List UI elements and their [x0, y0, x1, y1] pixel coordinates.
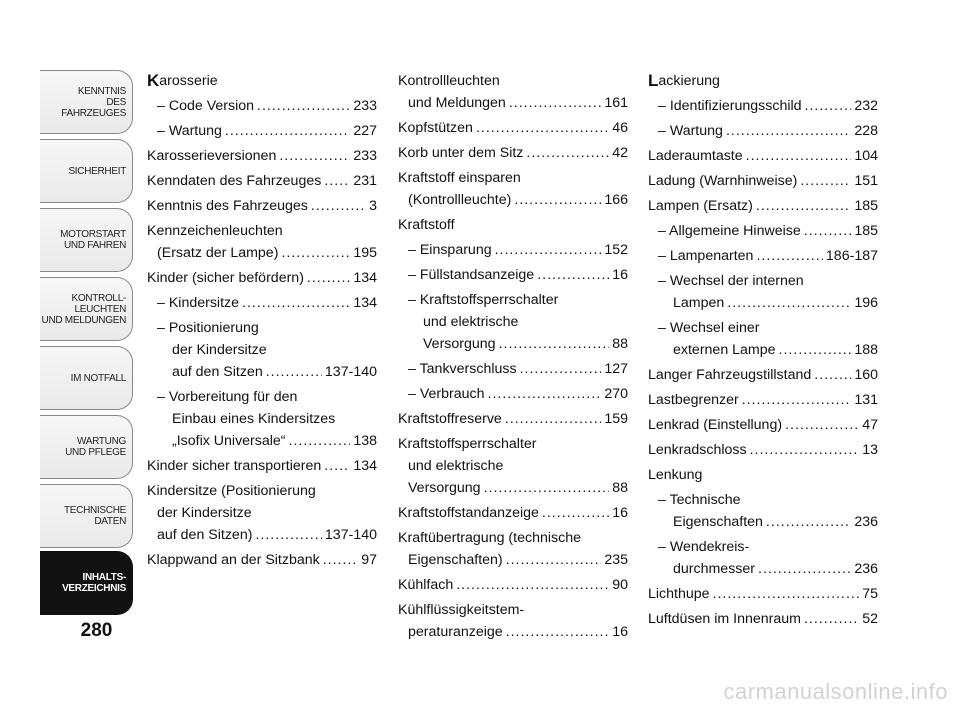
- leader-dots: [311, 195, 366, 217]
- initial-letter: L: [648, 71, 659, 90]
- entry-page: 152: [604, 242, 628, 258]
- index-entry[interactable]: [648, 364, 878, 386]
- entry-text: – Wartung: [157, 123, 222, 139]
- index-entry[interactable]: [648, 583, 878, 605]
- leader-dots: [814, 364, 851, 386]
- tab-technische-daten[interactable]: [40, 484, 133, 548]
- leader-dots: [323, 549, 358, 571]
- leader-dots: [800, 170, 851, 192]
- index-entry[interactable]: [147, 145, 377, 167]
- entry-text: Kraftstoffreserve: [398, 411, 502, 427]
- leader-dots: [537, 264, 609, 286]
- leader-dots: [742, 389, 852, 411]
- index-column-3: [648, 70, 878, 633]
- tab-label: KONTROLL- LEUCHTEN UND MELDUNGEN: [41, 292, 126, 326]
- entry-text: Luftdüsen im Innenraum: [648, 611, 802, 627]
- entry-text: – Wendekreis-: [658, 539, 750, 555]
- entry-text: – Technische: [658, 492, 741, 508]
- entry-page: 233: [353, 98, 377, 114]
- entry-text: Kinder (sicher befördern): [147, 270, 304, 286]
- index-entry[interactable]: [398, 239, 628, 261]
- leader-dots: [514, 189, 601, 211]
- page-number: 280: [80, 620, 113, 641]
- entry-text: – Kraftstoffsperrschalter: [408, 292, 559, 308]
- entry-text-cont: der Kindersitze: [172, 342, 267, 358]
- index-entry[interactable]: [147, 195, 377, 217]
- index-entry[interactable]: [398, 599, 628, 643]
- initial-letter: K: [147, 71, 160, 90]
- index-entry[interactable]: [147, 170, 377, 192]
- leader-dots: [506, 621, 610, 643]
- leader-dots: [726, 120, 851, 142]
- entry-text: Lenkung: [648, 467, 703, 483]
- entry-page: 270: [604, 386, 628, 402]
- entry-text: Lastbegrenzer: [648, 392, 739, 408]
- entry-text: Kraftstoffstandanzeige: [398, 505, 539, 521]
- index-entry[interactable]: [398, 264, 628, 286]
- entry-text: Lampen (Ersatz): [648, 198, 753, 214]
- entry-text: – Positionierung: [157, 320, 259, 336]
- index-heading: [398, 214, 628, 236]
- entry-text: Kühlfach: [398, 577, 454, 593]
- entry-text: – Vorbereitung für den: [157, 389, 298, 405]
- leader-dots: [476, 117, 609, 139]
- entry-text-cont: (Kontrollleuchte): [408, 192, 512, 208]
- entry-text: Kraftstoffsperrschalter: [398, 436, 537, 452]
- leader-dots: [750, 439, 860, 461]
- index-entry[interactable]: [398, 358, 628, 380]
- entry-page: 166: [604, 192, 628, 208]
- entry-text-cont: durchmesser: [673, 561, 756, 577]
- entry-text: – Allgemeine Hinweise: [658, 223, 801, 239]
- index-entry[interactable]: [398, 70, 628, 114]
- leader-dots: [758, 558, 851, 580]
- index-entry[interactable]: [648, 95, 878, 117]
- entry-page: 160: [854, 367, 878, 383]
- index-entry[interactable]: [147, 480, 377, 546]
- entry-page: 138: [353, 433, 377, 449]
- index-entry[interactable]: [648, 245, 878, 267]
- entry-page: 46: [612, 120, 628, 136]
- tab-sicherheit[interactable]: [40, 139, 133, 203]
- entry-text-cont: externen Lampe: [673, 342, 776, 358]
- entry-text-cont: „Isofix Universale“: [172, 433, 286, 449]
- entry-page: 97: [361, 552, 377, 568]
- entry-page: 188: [854, 342, 878, 358]
- leader-dots: [307, 267, 350, 289]
- tab-label: MOTORSTART UND FAHREN: [60, 229, 126, 251]
- index-column-1: [147, 70, 377, 574]
- entry-page: 16: [612, 505, 628, 521]
- entry-text-cont: auf den Sitzen: [172, 364, 263, 380]
- tab-label: WARTUNG UND PFLEGE: [65, 436, 126, 458]
- index-entry[interactable]: [398, 502, 628, 524]
- leader-dots: [805, 95, 852, 117]
- entry-text: Kopfstützen: [398, 120, 473, 136]
- entry-page: 231: [353, 173, 377, 189]
- leader-dots: [804, 220, 852, 242]
- leader-dots: [289, 430, 351, 452]
- entry-text-cont: Lampen: [673, 295, 725, 311]
- heading-text: arosserie: [159, 73, 218, 89]
- index-entry[interactable]: [147, 386, 377, 452]
- leader-dots: [324, 455, 350, 477]
- leader-dots: [495, 239, 602, 261]
- tab-wartung-und-pflege[interactable]: [40, 415, 133, 479]
- entry-page: 185: [854, 223, 878, 239]
- index-entry[interactable]: [147, 317, 377, 383]
- index-entry[interactable]: [147, 267, 377, 289]
- index-entry[interactable]: [648, 145, 878, 167]
- leader-dots: [727, 292, 851, 314]
- leader-dots: [804, 608, 859, 630]
- leader-dots: [756, 195, 851, 217]
- entry-text: Ladung (Warnhinweise): [648, 173, 798, 189]
- entry-page: 131: [854, 392, 878, 408]
- index-entry[interactable]: [398, 433, 628, 499]
- index-entry[interactable]: [648, 317, 878, 361]
- index-entry[interactable]: [398, 117, 628, 139]
- leader-dots: [281, 242, 350, 264]
- index-heading: [648, 464, 878, 486]
- entry-page: 16: [612, 624, 628, 640]
- entry-page: 88: [612, 336, 628, 352]
- entry-text: Kraftstoff einsparen: [398, 170, 521, 186]
- entry-page: 127: [604, 361, 628, 377]
- entry-page: 235: [604, 552, 628, 568]
- entry-text-cont: Versorgung: [423, 336, 496, 352]
- entry-text: – Kindersitze: [157, 295, 240, 311]
- leader-dots: [499, 333, 610, 355]
- entry-page: 159: [604, 411, 628, 427]
- leader-dots: [746, 145, 852, 167]
- entry-text-cont: Eigenschaften): [408, 552, 503, 568]
- entry-text: Langer Fahrzeugstillstand: [648, 367, 812, 383]
- heading-text: ackierung: [658, 73, 720, 89]
- entry-page: 186-187: [825, 248, 878, 264]
- leader-dots: [713, 583, 860, 605]
- entry-text: – Füllstandsanzeige: [408, 267, 535, 283]
- entry-text: Kühlflüssigkeitstem-: [398, 602, 525, 618]
- entry-page: 75: [862, 586, 878, 602]
- entry-text: Kenntnis des Fahrzeuges: [147, 198, 308, 214]
- entry-text: – Verbrauch: [408, 386, 485, 402]
- leader-dots: [255, 524, 321, 546]
- tab-label: KENNTNIS DES FAHRZEUGES: [61, 85, 126, 119]
- index-entry[interactable]: [648, 270, 878, 314]
- entry-text: Lenkrad (Einstellung): [648, 417, 783, 433]
- index-entry[interactable]: [648, 170, 878, 192]
- index-entry[interactable]: [147, 549, 377, 571]
- entry-text-cont: der Kindersitze: [157, 505, 252, 521]
- leader-dots: [488, 383, 602, 405]
- entry-text: Lenkradschloss: [648, 442, 747, 458]
- entry-page: 161: [604, 95, 628, 111]
- tab-label: IM NOTFALL: [70, 372, 126, 384]
- leader-dots: [484, 477, 610, 499]
- entry-page: 195: [353, 245, 377, 261]
- entry-page: 137-140: [324, 364, 377, 380]
- entry-page: 104: [854, 148, 878, 164]
- entry-text: – Code Version: [157, 98, 255, 114]
- index-entry[interactable]: [147, 120, 377, 142]
- entry-page: 42: [612, 145, 628, 161]
- entry-page: 236: [854, 514, 878, 530]
- watermark: carmanualsonline.info: [723, 679, 948, 704]
- entry-page: 90: [612, 577, 628, 593]
- entry-page: 88: [612, 480, 628, 496]
- index-entry[interactable]: [648, 439, 878, 461]
- entry-page: 47: [862, 417, 878, 433]
- leader-dots: [279, 145, 350, 167]
- leader-dots: [242, 292, 350, 314]
- entry-page: 233: [353, 148, 377, 164]
- entry-text: – Wechsel einer: [658, 320, 760, 336]
- index-entry[interactable]: [398, 289, 628, 355]
- tab-label: TECHNISCHE DATEN: [63, 505, 126, 527]
- index-entry[interactable]: [648, 389, 878, 411]
- index-entry[interactable]: [398, 167, 628, 211]
- entry-page: 3: [369, 198, 377, 214]
- entry-text-cont: und elektrische: [408, 458, 504, 474]
- index-entry[interactable]: [147, 292, 377, 314]
- entry-text: Lichthupe: [648, 586, 710, 602]
- index-entry[interactable]: [398, 383, 628, 405]
- entry-text-cont: und elektrische: [423, 314, 519, 330]
- entry-text: Kontrollleuchten: [398, 73, 500, 89]
- index-entry[interactable]: [147, 95, 377, 117]
- entry-text: Klappwand an der Sitzbank: [147, 552, 320, 568]
- index-entry[interactable]: [648, 489, 878, 533]
- index-entry[interactable]: [648, 536, 878, 580]
- entry-text: – Wechsel der internen: [658, 273, 804, 289]
- index-entry[interactable]: [648, 608, 878, 630]
- index-entry[interactable]: [398, 527, 628, 571]
- entry-page: 228: [854, 123, 878, 139]
- entry-text: Karosserieversionen: [147, 148, 277, 164]
- entry-text: – Einsparung: [408, 242, 492, 258]
- entry-text: – Tankverschluss: [408, 361, 517, 377]
- leader-dots: [266, 361, 322, 383]
- leader-dots: [225, 120, 350, 142]
- leader-dots: [456, 574, 609, 596]
- leader-dots: [505, 408, 602, 430]
- leader-dots: [542, 502, 609, 524]
- entry-page: 134: [353, 270, 377, 286]
- leader-dots: [785, 414, 859, 436]
- tab-label: INHALTS- VERZEICHNIS: [62, 572, 126, 594]
- leader-dots: [756, 245, 822, 267]
- leader-dots: [520, 358, 602, 380]
- index-entry[interactable]: [147, 455, 377, 477]
- entry-text: Kennzeichenleuchten: [147, 223, 283, 239]
- entry-text-cont: auf den Sitzen): [157, 527, 253, 543]
- entry-page: 232: [854, 98, 878, 114]
- index-entry[interactable]: [648, 120, 878, 142]
- entry-text-cont: (Ersatz der Lampe): [157, 245, 279, 261]
- entry-page: 137-140: [324, 527, 377, 543]
- leader-dots: [324, 170, 350, 192]
- entry-text: Kinder sicher transportieren: [147, 458, 322, 474]
- entry-text: – Identifizierungsschild: [658, 98, 802, 114]
- entry-text-cont: und Meldungen: [408, 95, 506, 111]
- entry-text-cont: peraturanzeige: [408, 624, 503, 640]
- tab-im-notfall[interactable]: [40, 346, 133, 410]
- entry-page: 134: [353, 295, 377, 311]
- entry-text: – Wartung: [658, 123, 723, 139]
- entry-text-cont: Einbau eines Kindersitzes: [172, 411, 336, 427]
- entry-text: – Lampenarten: [658, 248, 754, 264]
- entry-text: Kenndaten des Fahrzeuges: [147, 173, 322, 189]
- entry-page: 134: [353, 458, 377, 474]
- tab-kenntnis-des-fahrzeuges[interactable]: [40, 70, 133, 134]
- index-entry[interactable]: [147, 220, 377, 264]
- index-heading: [147, 70, 377, 92]
- entry-page: 13: [862, 442, 878, 458]
- tab-kontrollleuchten-und-meldungen[interactable]: [40, 277, 133, 341]
- tab-label: SICHERHEIT: [68, 165, 126, 177]
- entry-text: Korb unter dem Sitz: [398, 145, 524, 161]
- index-entry[interactable]: [648, 195, 878, 217]
- entry-text: Kraftübertragung (technische: [398, 530, 581, 546]
- entry-page: 236: [854, 561, 878, 577]
- leader-dots: [509, 92, 602, 114]
- leader-dots: [766, 511, 851, 533]
- index-entry[interactable]: [648, 414, 878, 436]
- entry-page: 151: [854, 173, 878, 189]
- index-entry[interactable]: [398, 574, 628, 596]
- entry-text: Kindersitze (Positionierung: [147, 483, 316, 499]
- tab-inhaltsverzeichnis[interactable]: [40, 551, 133, 615]
- entry-text: Kraftstoff: [398, 217, 455, 233]
- entry-page: 52: [862, 611, 878, 627]
- tab-motorstart-und-fahren[interactable]: [40, 208, 133, 272]
- index-heading: [648, 70, 878, 92]
- index-entry[interactable]: [398, 142, 628, 164]
- leader-dots: [257, 95, 350, 117]
- index-entry[interactable]: [648, 220, 878, 242]
- entry-page: 227: [353, 123, 377, 139]
- leader-dots: [506, 549, 602, 571]
- entry-text-cont: Versorgung: [408, 480, 481, 496]
- index-column-2: [398, 70, 628, 646]
- entry-text: Laderaumtaste: [648, 148, 743, 164]
- entry-page: 16: [612, 267, 628, 283]
- entry-page: 185: [854, 198, 878, 214]
- index-entry[interactable]: [398, 408, 628, 430]
- leader-dots: [526, 142, 609, 164]
- entry-text-cont: Eigenschaften: [673, 514, 763, 530]
- entry-page: 196: [854, 295, 878, 311]
- leader-dots: [779, 339, 852, 361]
